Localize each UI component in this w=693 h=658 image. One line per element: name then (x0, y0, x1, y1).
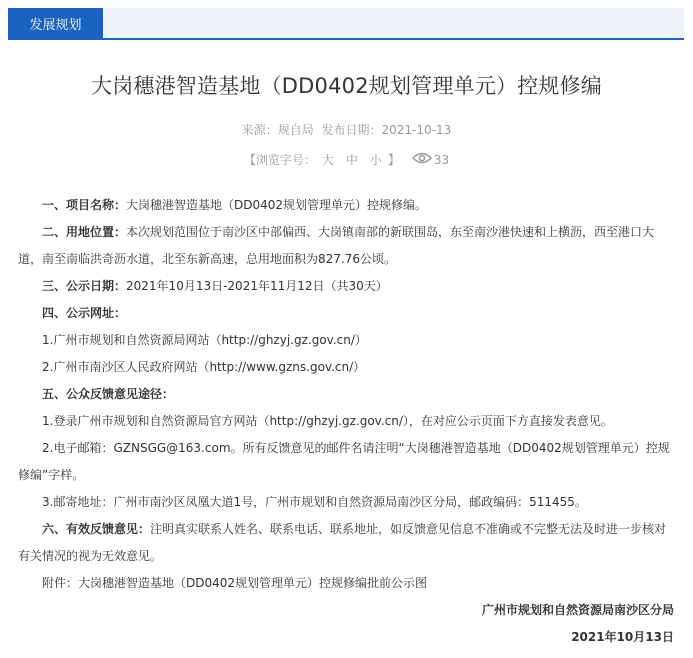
website-link-1[interactable]: 1.广州市规划和自然资源局网站（http://ghzyj.gz.gov.cn/） (42, 333, 367, 347)
article-body (18, 192, 674, 651)
font-size-small-button[interactable]: 小 (369, 153, 382, 167)
item-land-location (18, 219, 674, 273)
section-header (8, 8, 684, 40)
website-link-2[interactable]: 2.广州市南沙区人民政府网站（http://www.gzns.gov.cn/） (42, 360, 366, 374)
page-title: 大岗穗港智造基地（DD0402规划管理单元）控规修编 (91, 74, 602, 98)
land-location-text: 本次规划范围位于南沙区中部偏西、大岗镇南部的新联围岛，东至南沙港快速和上横沥，西至港口大道，南至南临洪奇沥水道，北至东新高速，总用地面积为827.76公顷。 (18, 225, 655, 266)
feedback-channel-mail: 3.邮寄地址：广州市南沙区凤凰大道1号，广州市规划和自然资源局南沙区分局，邮政编码：511455。 (42, 495, 587, 509)
item-publicity-date (18, 273, 674, 300)
font-size-prefix: 【浏览字号： (243, 153, 316, 167)
font-size-controls (0, 151, 693, 168)
feedback-channel-email[interactable]: 2.电子邮箱：GZNSGG@163.com。所有反馈意见的邮件名请注明“大岗穗港智造基地（DD0402规划管理单元）控规修编”字样。 (18, 441, 670, 482)
font-size-large-button[interactable]: 大 (321, 153, 334, 167)
view-count: 33 (433, 152, 450, 167)
valid-feedback-text: 注明真实联系人姓名、联系电话、联系地址，如反馈意见信息不准确或不完整无法及时进一步核对有关情况的视为无效意见。 (18, 522, 667, 563)
land-location-label: 二、用地位置： (42, 225, 127, 239)
eye-icon (412, 152, 432, 167)
attachment-link[interactable]: 附件：大岗穗港智造基地（DD0402规划管理单元）控规修编批前公示图 (42, 576, 428, 590)
valid-feedback-label: 六、有效反馈意见： (42, 522, 151, 536)
feedback-channels-heading: 五、公众反馈意见途径： (42, 387, 175, 401)
signature-date: 2021年10月13日 (571, 630, 674, 644)
project-name-label: 一、项目名称： (42, 198, 127, 212)
publish-date: 发布日期：2021-10-13 (321, 123, 452, 137)
signature-org: 广州市规划和自然资源局南沙区分局 (481, 603, 674, 617)
font-size-suffix: 】 (387, 153, 400, 167)
publicity-date-text: 2021年10月13日-2021年11月12日（共30天） (126, 279, 388, 293)
feedback-channel-website[interactable]: 1.登录广州市规划和自然资源局官方网站（http://ghzyj.gz.gov.cn/），在对应公示页面下方直接发表意见。 (42, 414, 613, 428)
source-label: 来源：规自局 (241, 123, 314, 137)
publicity-websites-heading: 四、公示网址： (42, 306, 127, 320)
article-meta (0, 121, 693, 138)
tab-development-planning[interactable]: 发展规划 (8, 8, 103, 38)
project-name-text: 大岗穗港智造基地（DD0402规划管理单元）控规修编。 (126, 198, 428, 212)
item-project-name (18, 192, 674, 219)
item-valid-feedback (18, 516, 674, 570)
publicity-date-label: 三、公示日期： (42, 279, 127, 293)
font-size-medium-button[interactable]: 中 (345, 153, 358, 167)
